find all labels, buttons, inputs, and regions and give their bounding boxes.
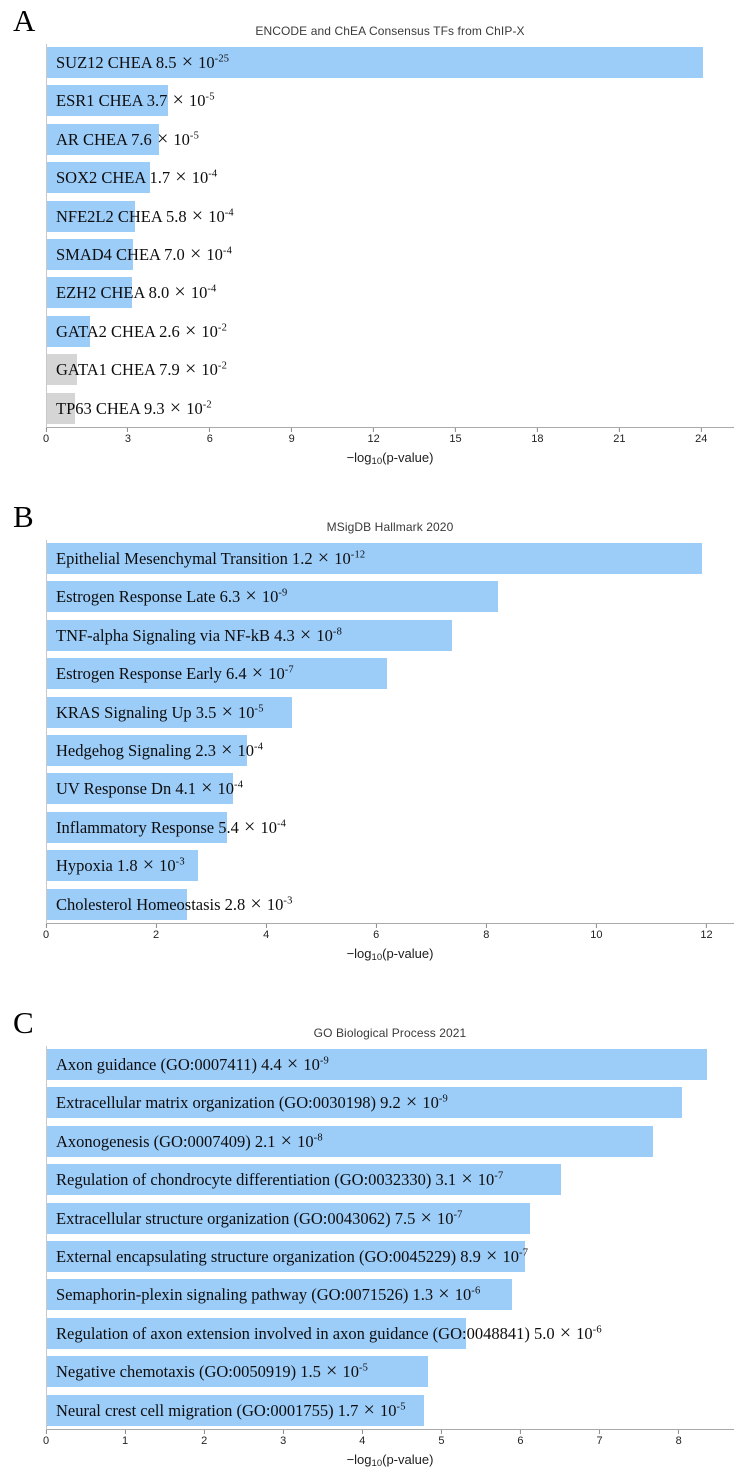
bar-label [56,316,227,347]
times-symbol: × [405,1091,418,1114]
bar-label [56,889,293,920]
power-base: 10 [432,1208,454,1228]
bar-row [47,694,734,732]
x-axis-tick [367,428,379,445]
times-symbol: × [438,1283,450,1306]
bar-label-text: External encapsulating structure organization (GO:0045229) 8.9 [56,1246,486,1266]
power-base: 10 [312,625,333,645]
power-exponent: -4 [254,741,264,753]
x-axis-tick [373,924,379,941]
bar-label [56,1241,528,1272]
power-exponent: -7 [494,1170,504,1182]
x-axis-tick-label: 10 [590,929,603,941]
times-symbol: × [559,1321,572,1344]
bar-label-text: Negative chemotaxis (GO:0050919) 1.5 [56,1362,325,1382]
x-axis-tick-label: 18 [531,433,544,445]
power-base: 10 [155,856,176,876]
x-axis-tick-label: 0 [42,929,50,941]
x-axis-tick-label: 9 [288,433,295,445]
x-axis-label-post: (p-value) [382,450,434,465]
times-symbol: × [243,815,256,838]
power-base: 10 [450,1285,472,1305]
power-exponent: -9 [438,1093,448,1105]
power-exponent: -5 [205,91,215,103]
bar-row [47,313,734,351]
x-axis-tick-label: 3 [124,433,131,445]
power-base: 10 [418,1093,439,1113]
x-axis-label-pre: −log [346,1452,372,1467]
bar-label-text: Extracellular matrix organization (GO:0030198) 9.2 [56,1093,405,1113]
bar-label-text: Semaphorin-plexin signaling pathway (GO:0071526) 1.3 [56,1285,438,1305]
power-base: 10 [338,1362,359,1382]
chart-title: GO Biological Process 2021 [313,1026,467,1040]
x-axis-tick [122,1430,128,1447]
times-symbol: × [142,854,155,877]
power-exponent: -12 [350,549,366,561]
power-exponent: -7 [453,1209,463,1221]
times-symbol: × [317,547,330,569]
bar-row [47,770,734,808]
times-symbol: × [325,1360,338,1383]
bar-row [47,82,734,120]
bar-label [56,620,342,651]
x-axis-tick [43,428,49,445]
power-base: 10 [169,129,190,149]
bar-label [56,1356,368,1387]
power-exponent: -2 [217,322,228,334]
bar-label-text: ESR1 CHEA 3.7 [56,91,172,111]
power-exponent: -4 [276,818,287,830]
bar-label [56,393,212,424]
x-axis-tick-label: 7 [596,1435,603,1447]
x-axis-tick [207,428,213,445]
bar-label-text: SOX2 CHEA 1.7 [56,168,175,188]
bar-row [47,44,734,82]
x-axis-tick-label: 24 [695,433,708,445]
x-axis-tick-label: 8 [483,929,490,941]
x-axis-tick-label: 21 [613,433,626,445]
power-base: 10 [299,1055,320,1074]
power-base: 10 [264,664,285,684]
power-exponent: -9 [278,587,288,599]
x-axis-label-post: (p-value) [382,1452,434,1467]
panel-a-encode-chea [0,4,744,472]
bar-row [47,1238,734,1276]
bar-label [56,162,217,193]
bar-label [56,239,232,270]
bar-row [47,274,734,312]
bar-row [47,617,734,655]
x-axis-tick [597,1430,603,1447]
power-base: 10 [330,549,351,568]
bar-row [47,236,734,274]
x-axis-tick [700,924,712,941]
power-base: 10 [498,1246,520,1266]
power-base: 10 [194,53,215,72]
times-symbol: × [169,396,182,419]
bar-label-text: SUZ12 CHEA 8.5 [56,53,181,72]
power-base: 10 [233,740,255,760]
power-exponent: -2 [217,360,228,372]
bar-label-text: Regulation of chondrocyte differentiation (GO:0032330) 3.1 [56,1170,461,1190]
x-axis-label [46,946,734,961]
power-exponent: -3 [175,856,185,868]
power-base: 10 [187,168,209,188]
x-axis-tick-label: 2 [201,1435,208,1447]
bar-row [47,1161,734,1199]
x-axis-tick [280,1430,286,1447]
times-symbol: × [486,1244,498,1267]
bar-label-text: NFE2L2 CHEA 5.8 [56,206,191,226]
power-exponent: -8 [313,1132,323,1144]
times-symbol: × [181,51,194,73]
bar-label-text: SMAD4 CHEA 7.0 [56,244,189,264]
panel-letter: B [13,499,34,534]
times-symbol: × [156,127,169,150]
bar-row [47,1276,734,1314]
bar-label-text: Estrogen Response Late 6.3 [56,587,245,607]
x-axis-tick [590,924,602,941]
times-symbol: × [184,358,197,381]
bar-label [56,697,264,728]
power-exponent: -4 [222,245,233,257]
times-symbol: × [221,738,233,761]
times-symbol: × [191,204,204,227]
power-exponent: -2 [202,399,212,411]
x-axis [42,1430,734,1450]
power-exponent: -3 [283,895,293,907]
bar-label [56,201,234,232]
power-base: 10 [182,398,203,418]
x-axis-tick [517,1430,523,1447]
bar-row [47,121,734,159]
power-base: 10 [202,244,223,264]
x-axis-label-sub: 10 [371,456,383,467]
power-base: 10 [375,1400,397,1420]
bar-label-text: Epithelial Mesenchymal Transition 1.2 [56,549,317,568]
x-axis-tick [43,924,49,941]
x-axis-tick-label: 12 [367,433,380,445]
bar-label [56,1049,329,1080]
bar-row [47,390,734,428]
times-symbol: × [172,89,184,112]
x-axis-tick-label: 2 [153,929,160,941]
x-axis-tick-label: 4 [263,929,270,941]
power-base: 10 [197,321,218,341]
bar-row [47,1353,734,1391]
x-axis-tick [613,428,625,445]
x-axis-tick [449,428,461,445]
bar-label [56,47,229,78]
times-symbol: × [175,166,187,189]
bar-label-text: Extracellular structure organization (GO:0043062) 7.5 [56,1208,420,1228]
bar-label [56,1318,602,1349]
x-axis [42,428,734,448]
times-symbol: × [251,662,264,685]
bar-row [47,540,734,578]
bar-label-text: Neural crest cell migration (GO:0001755) 1.7 [56,1400,363,1420]
plot-area [46,44,734,428]
x-axis-tick-label: 15 [449,433,462,445]
panel-letter: A [13,3,36,38]
x-axis-label-post: (p-value) [382,946,434,961]
x-axis-tick [43,1430,49,1447]
bar-label-text: Axon guidance (GO:0007411) 4.4 [56,1055,286,1074]
bar-label [56,543,365,574]
bar-label-text: TNF-alpha Signaling via NF-kB 4.3 [56,625,299,645]
x-axis-label [46,1452,734,1467]
power-base: 10 [184,91,206,111]
x-axis-label-sub: 10 [371,952,383,963]
bar-label [56,1395,406,1426]
power-exponent: -5 [396,1401,406,1413]
power-exponent: -4 [208,168,218,180]
x-axis-tick-label: 6 [373,929,380,941]
bar-label-text: Axonogenesis (GO:0007409) 2.1 [56,1131,280,1151]
panel-letter: C [13,1005,34,1040]
x-axis-tick [263,924,269,941]
panel-c-go-biological-process [0,1006,744,1474]
x-axis-tick-label: 5 [438,1435,445,1447]
bar-row [47,809,734,847]
bar-label-text: Hypoxia 1.8 [56,856,142,876]
bar-label [56,581,287,612]
power-base: 10 [473,1170,495,1190]
bar-label [56,773,243,804]
bar-label-text: KRAS Signaling Up 3.5 [56,702,221,722]
x-axis-label [46,450,734,465]
bar-label-text: UV Response Dn 4.1 [56,779,201,799]
x-axis-tick [531,428,543,445]
x-axis-label-pre: −log [346,946,372,961]
bar-row [47,886,734,924]
bar-label [56,354,227,385]
bar-label [56,124,199,155]
times-symbol: × [201,777,213,800]
bar-label [56,735,263,766]
power-exponent: -5 [358,1362,369,1374]
times-symbol: × [250,892,262,915]
x-axis-tick-label: 6 [517,1435,524,1447]
x-axis-tick-label: 12 [700,929,713,941]
x-axis-tick-label: 0 [42,1435,50,1447]
bar-row [47,1084,734,1122]
x-axis-tick [125,428,131,445]
bar-label [56,812,286,843]
x-axis-tick [201,1430,207,1447]
x-axis-tick [153,924,159,941]
x-axis-tick-label: 4 [359,1435,366,1447]
times-symbol: × [299,623,312,646]
x-axis-tick [438,1430,444,1447]
power-exponent: -6 [592,1324,602,1336]
power-exponent: -4 [207,283,217,295]
x-axis-tick [676,1430,682,1447]
x-axis-tick [695,428,707,445]
bar-label-text: Regulation of axon extension involved in axon guidance (GO:0048841) 5.0 [56,1323,559,1343]
bar-label-text: GATA1 CHEA 7.9 [56,360,184,380]
bar-row [47,655,734,693]
x-axis-tick-label: 8 [675,1435,682,1447]
x-axis-label-sub: 10 [371,1458,383,1469]
times-symbol: × [245,585,257,608]
bar-label-text: AR CHEA 7.6 [56,129,156,149]
bar-label-text: TP63 CHEA 9.3 [56,398,169,418]
bar-label-text: Estrogen Response Early 6.4 [56,664,251,684]
bar-label [56,658,294,689]
times-symbol: × [174,281,186,304]
x-axis-label-pre: −log [346,450,372,465]
bar-row [47,578,734,616]
bar-label-text: Cholesterol Homeostasis 2.8 [56,894,250,914]
bar-row [47,1392,734,1430]
times-symbol: × [189,242,202,265]
bar-label [56,85,215,116]
x-axis-tick-label: 1 [122,1435,129,1447]
bar-row [47,1200,734,1238]
power-base: 10 [213,779,235,799]
times-symbol: × [286,1053,299,1075]
bar-row [47,198,734,236]
times-symbol: × [184,319,197,342]
bar-label [56,277,216,308]
power-exponent: -5 [189,130,200,142]
chart-title: MSigDB Hallmark 2020 [326,520,454,534]
bar-label [56,850,185,881]
power-exponent: -9 [319,1055,330,1067]
bar-label [56,1203,463,1234]
bar-row [47,732,734,770]
bar-row [47,159,734,197]
times-symbol: × [420,1206,432,1229]
times-symbol: × [221,700,233,723]
times-symbol: × [461,1168,473,1191]
power-exponent: -4 [224,207,234,219]
plot-area [46,540,734,924]
x-axis-tick-label: 0 [42,433,50,445]
power-exponent: -7 [284,664,294,676]
bar-label-text: GATA2 CHEA 2.6 [56,321,184,341]
bar-label [56,1087,448,1118]
x-axis-tick [359,1430,365,1447]
x-axis-tick [483,924,489,941]
x-axis [42,924,734,944]
bar-label-text: EZH2 CHEA 8.0 [56,283,174,303]
power-exponent: -8 [332,626,343,638]
power-base: 10 [257,587,279,607]
bar-label [56,1164,503,1195]
bar-label [56,1126,323,1157]
power-base: 10 [572,1323,593,1343]
power-base: 10 [262,894,284,914]
x-axis-tick-label: 3 [280,1435,287,1447]
power-exponent: -6 [471,1285,481,1297]
power-exponent: -25 [214,53,230,65]
times-symbol: × [363,1398,375,1421]
bar-row [47,351,734,389]
bar-row [47,847,734,885]
bar-label [56,1279,480,1310]
x-axis-tick-label: 6 [206,433,213,445]
panel-b-msigdb-hallmark [0,500,744,968]
bar-row [47,1046,734,1084]
bar-label-text: Hedgehog Signaling 2.3 [56,740,221,760]
bar-row [47,1123,734,1161]
power-base: 10 [293,1131,314,1151]
times-symbol: × [280,1129,292,1152]
chart-title: ENCODE and ChEA Consensus TFs from ChIP-X [255,24,525,38]
x-axis-tick [289,428,295,445]
plot-area [46,1046,734,1430]
power-base: 10 [256,817,277,837]
power-exponent: -7 [519,1247,529,1259]
power-base: 10 [233,702,255,722]
bar-label-text: Inflammatory Response 5.4 [56,817,243,837]
bar-row [47,1315,734,1353]
power-base: 10 [186,283,208,303]
power-exponent: -4 [234,779,244,791]
power-base: 10 [204,206,225,226]
power-exponent: -5 [254,703,264,715]
power-base: 10 [197,360,218,380]
